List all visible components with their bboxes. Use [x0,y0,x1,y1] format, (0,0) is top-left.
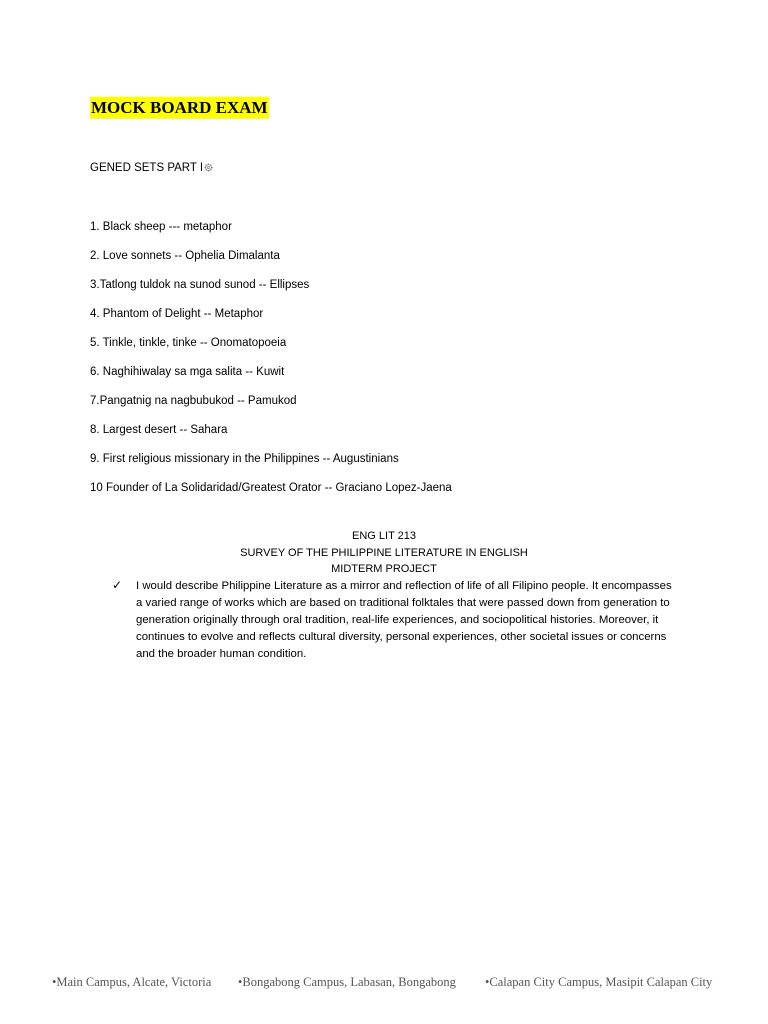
list-item: 1. Black sheep --- metaphor [90,221,232,233]
gear-icon [204,163,213,172]
footer-campus-main: •Main Campus, Alcate, Victoria [52,975,212,989]
list-item: 10 Founder of La Solidaridad/Greatest Orator -- Graciano Lopez-Jaena [90,482,452,494]
list-item: 7.Pangatnig na nagbubukod -- Pamukod [90,395,297,407]
essay-text: I would describe Philippine Literature as a mirror and reflection of life of all Filipino people. It encompasses a varied range of works which are based on traditional folktales that were passed down from generation to generation originally through oral tradition, real-life experiences, and sociopolitical histories. Moreover, it continues to evolve and reflects cultural diversity, personal experiences, other societal issues or concerns and the broader human condition. [136,580,672,660]
subtitle-text: GENED SETS PART I [90,162,204,174]
list-item: 3.Tatlong tuldok na sunod sunod -- Ellipses [90,279,310,291]
footer-campus-calapan: •Calapan City Campus, Masipit Calapan City [485,975,713,989]
list-item: 4. Phantom of Delight -- Metaphor [90,308,264,320]
course-header [0,528,768,578]
course-code: ENG LIT 213 [352,530,416,542]
project-label: MIDTERM PROJECT [331,563,437,575]
checkmark-icon: ✓ [112,578,123,592]
list-item: 6. Naghihiwalay sa mga salita -- Kuwit [90,366,285,378]
section-subtitle [90,160,213,176]
footer-campus-bongabong: •Bongabong Campus, Labasan, Bongabong [238,975,456,989]
list-item: 9. First religious missionary in the Philippines -- Augustinians [90,453,399,465]
list-item: 5. Tinkle, tinkle, tinke -- Onomatopoeia [90,337,287,349]
list-item: 8. Largest desert -- Sahara [90,424,228,436]
qa-list [90,219,452,509]
page-title: MOCK BOARD EXAM [91,98,268,117]
course-title: SURVEY OF THE PHILIPPINE LITERATURE IN ENGLISH [240,546,528,559]
list-item: 2. Love sonnets -- Ophelia Dimalanta [90,250,280,262]
